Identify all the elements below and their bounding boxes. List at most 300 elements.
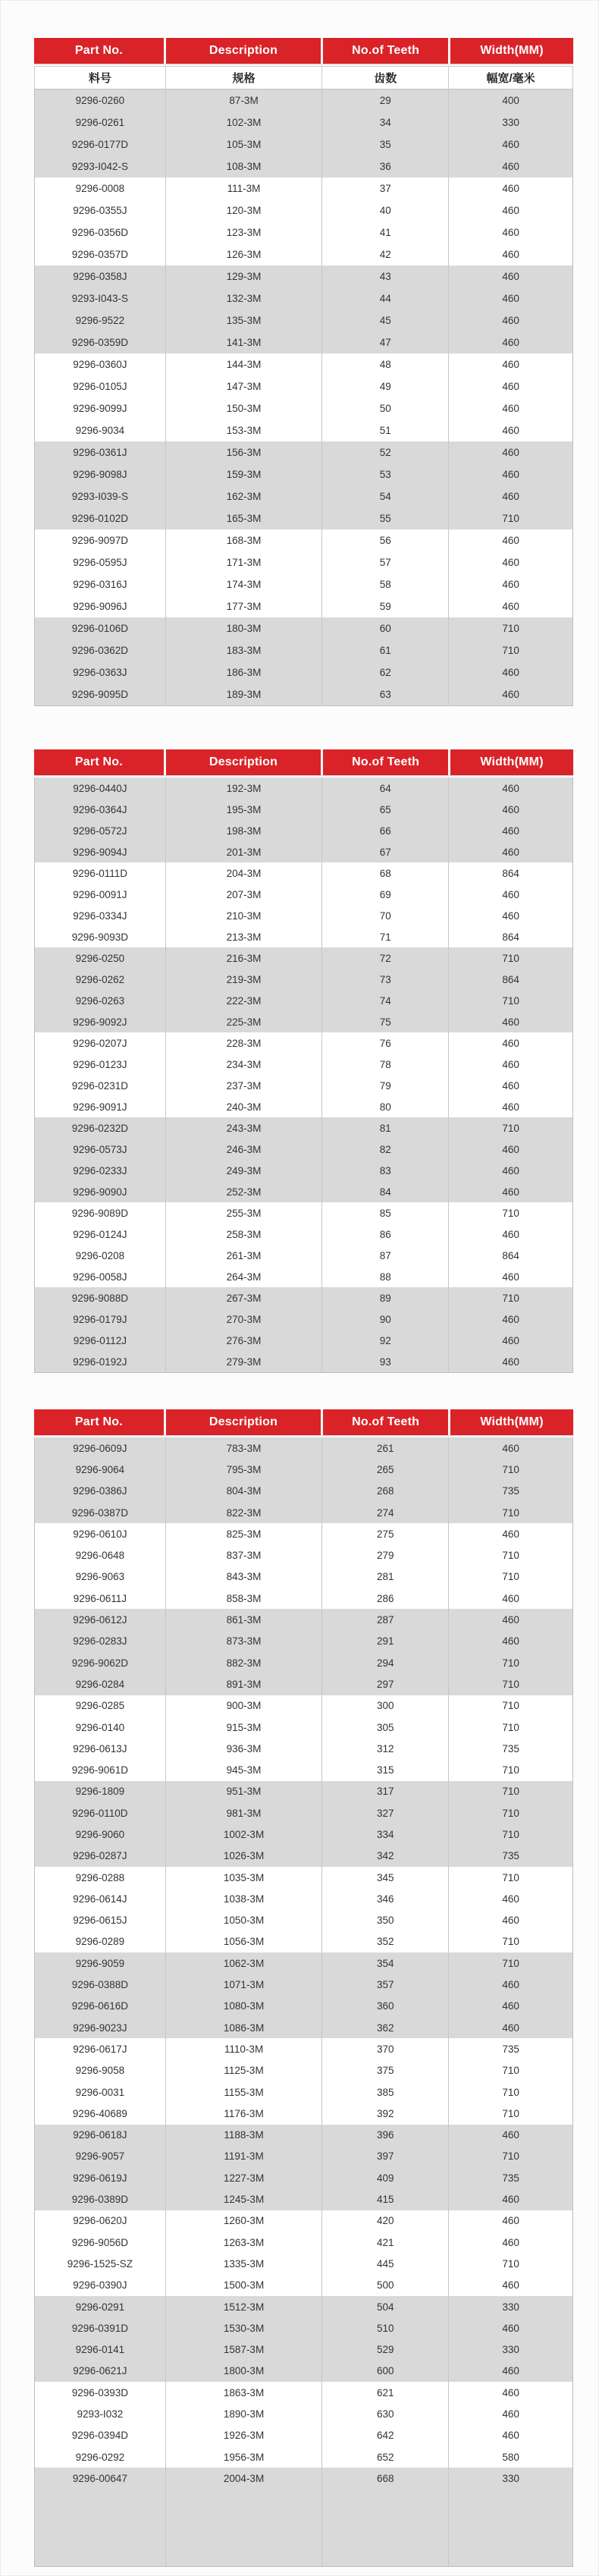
table-row [35, 1974, 572, 1995]
cell-description: 150-3M [166, 397, 323, 419]
cell-part-no: 9296-9099J [35, 397, 166, 419]
cell-description: 207-3M [166, 884, 323, 905]
cell-no-of-teeth: 71 [322, 926, 449, 947]
cell-part-no: 9296-0615J [35, 1910, 166, 1931]
cell-width-mm: 460 [502, 293, 519, 304]
table-row [35, 375, 572, 397]
cell-width-mm: 460 [502, 249, 519, 260]
cell-part-no: 9296-0611J [35, 1588, 166, 1609]
cell-description: 234-3M [166, 1054, 323, 1075]
table-row [35, 1652, 572, 1673]
cell-description: 267-3M [166, 1287, 323, 1308]
table-row [35, 2296, 572, 2317]
table-row [35, 820, 572, 841]
table-row [35, 1054, 572, 1075]
cell-part-no: 9296-9023J [35, 2017, 166, 2038]
table-row [35, 1802, 572, 1824]
cell-part-no: 9296-9093D [35, 926, 166, 947]
cell-no-of-teeth: 87 [322, 1245, 449, 1266]
cell-part-no: 9296-9098J [35, 463, 166, 485]
cell-no-of-teeth: 421 [322, 2232, 449, 2253]
cell-width-mm: 735 [502, 1850, 519, 1862]
table-row [35, 2253, 572, 2274]
table-row [35, 778, 572, 799]
table-body [34, 90, 573, 706]
cell-description: 183-3M [166, 639, 323, 661]
table-row [35, 112, 572, 134]
cell-width-mm: 460 [502, 1058, 519, 1070]
cell-width-mm: 710 [502, 623, 519, 634]
cell-part-no: 9296-0091J [35, 884, 166, 905]
cell-description: 105-3M [166, 134, 323, 156]
cell-description: 225-3M [166, 1011, 323, 1032]
cell-description: 159-3M [166, 463, 323, 485]
cell-description: 243-3M [166, 1117, 323, 1139]
cell-part-no: 9296-0316J [35, 573, 166, 595]
table-row [35, 1308, 572, 1330]
table-row [35, 1202, 572, 1224]
cell-description: 1038-3M [166, 1888, 323, 1909]
cell-no-of-teeth: 47 [322, 331, 449, 353]
cell-width-mm: 460 [502, 1101, 519, 1113]
cell-no-of-teeth: 34 [322, 112, 449, 134]
cell-no-of-teeth: 261 [322, 1437, 449, 1459]
cell-part-no: 9296-0386J [35, 1481, 166, 1502]
table-row [35, 221, 572, 243]
cell-width-mm: 710 [502, 1871, 519, 1883]
cell-width-mm: 460 [502, 1143, 519, 1155]
cell-part-no: 9296-0105J [35, 375, 166, 397]
table-row [35, 862, 572, 884]
table-row [35, 2339, 572, 2360]
cell-part-no: 9296-0363J [35, 661, 166, 683]
cell-description: 1245-3M [166, 2188, 323, 2210]
table-row [35, 1824, 572, 1845]
table-row [35, 199, 572, 221]
cell-width-mm: 864 [502, 1249, 519, 1261]
table-row [35, 1224, 572, 1245]
cell-width-mm: 460 [502, 2129, 519, 2141]
cell-part-no: 9296-0283J [35, 1631, 166, 1652]
table-row [35, 947, 572, 969]
empty-cell [166, 2490, 323, 2566]
cell-description: 1080-3M [166, 1996, 323, 2017]
cell-description: 264-3M [166, 1266, 323, 1287]
table-row [35, 1032, 572, 1054]
column-subheader-description-cn: 规格 [166, 67, 323, 89]
table-header-row [34, 749, 573, 775]
cell-width-mm: 460 [502, 271, 519, 282]
cell-width-mm: 710 [502, 1292, 519, 1304]
cell-part-no: 9296-0616D [35, 1996, 166, 2017]
cell-description: 1188-3M [166, 2125, 323, 2146]
cell-width-mm: 460 [502, 782, 519, 794]
cell-description: 843-3M [166, 1566, 323, 1588]
cell-no-of-teeth: 73 [322, 969, 449, 990]
cell-description: 1125-3M [166, 2060, 323, 2081]
cell-width-mm: 460 [502, 1635, 519, 1648]
table-row [35, 884, 572, 905]
cell-no-of-teeth: 70 [322, 905, 449, 926]
table-row [35, 243, 572, 265]
table-row [35, 1523, 572, 1544]
cell-width-mm: 460 [502, 491, 519, 502]
cell-description: 1926-3M [166, 2425, 323, 2446]
cell-part-no: 9296-0263 [35, 990, 166, 1011]
cell-part-no: 9296-0355J [35, 199, 166, 221]
cell-part-no: 9296-0140 [35, 1717, 166, 1738]
cell-no-of-teeth: 54 [322, 485, 449, 507]
cell-description: 141-3M [166, 331, 323, 353]
table-row [35, 2317, 572, 2339]
cell-width-mm: 460 [502, 359, 519, 370]
cell-part-no: 9296-9064 [35, 1459, 166, 1480]
column-subheader-no-of-teeth-cn: 齿数 [322, 67, 449, 89]
cell-description: 1050-3M [166, 1910, 323, 1931]
cell-no-of-teeth: 600 [322, 2361, 449, 2382]
cell-no-of-teeth: 81 [322, 1117, 449, 1139]
cell-part-no: 9296-00647 [35, 2468, 166, 2489]
cell-part-no: 9296-9089D [35, 1202, 166, 1224]
cell-no-of-teeth: 281 [322, 1566, 449, 1588]
cell-no-of-teeth: 29 [322, 90, 449, 112]
cell-no-of-teeth: 83 [322, 1160, 449, 1181]
table-row [35, 799, 572, 820]
cell-part-no: 9296-0289 [35, 1931, 166, 1952]
cell-part-no: 9296-0595J [35, 551, 166, 573]
empty-cell [35, 2490, 166, 2566]
column-header-width-mm: Width(MM) [450, 38, 573, 64]
cell-description: 213-3M [166, 926, 323, 947]
cell-width-mm: 580 [502, 2451, 519, 2463]
cell-width-mm: 460 [502, 139, 519, 150]
cell-width-mm: 710 [502, 2065, 519, 2077]
cell-description: 825-3M [166, 1523, 323, 1544]
table-row [35, 2382, 572, 2403]
cell-part-no: 9296-0261 [35, 112, 166, 134]
cell-description: 255-3M [166, 1202, 323, 1224]
table-row [35, 2060, 572, 2081]
column-header-part-no: Part No. [34, 38, 166, 64]
cell-width-mm: 710 [502, 1700, 519, 1712]
cell-description: 174-3M [166, 573, 323, 595]
table-row [35, 969, 572, 990]
cell-no-of-teeth: 58 [322, 573, 449, 595]
cell-description: 201-3M [166, 841, 323, 862]
cell-description: 156-3M [166, 441, 323, 463]
cell-part-no: 9296-0359D [35, 331, 166, 353]
cell-description: 252-3M [166, 1181, 323, 1202]
table-row [35, 551, 572, 573]
cell-description: 168-3M [166, 529, 323, 551]
table-row [35, 441, 572, 463]
cell-width-mm: 460 [502, 1228, 519, 1240]
cell-no-of-teeth: 75 [322, 1011, 449, 1032]
cell-width-mm: 460 [502, 381, 519, 392]
cell-no-of-teeth: 92 [322, 1330, 449, 1351]
cell-no-of-teeth: 42 [322, 243, 449, 265]
cell-width-mm: 710 [502, 1678, 519, 1690]
cell-part-no: 9296-0208 [35, 1245, 166, 1266]
cell-width-mm: 710 [502, 645, 519, 656]
cell-width-mm: 460 [502, 689, 519, 700]
cell-no-of-teeth: 315 [322, 1759, 449, 1780]
cell-part-no: 9296-0260 [35, 90, 166, 112]
cell-width-mm: 460 [502, 1313, 519, 1325]
cell-no-of-teeth: 44 [322, 287, 449, 309]
cell-no-of-teeth: 392 [322, 2103, 449, 2124]
cell-width-mm: 460 [502, 2365, 519, 2377]
cell-description: 123-3M [166, 221, 323, 243]
cell-no-of-teeth: 62 [322, 661, 449, 683]
cell-width-mm: 460 [502, 1915, 519, 1927]
cell-width-mm: 710 [502, 1657, 519, 1669]
table-row [35, 2103, 572, 2124]
table-row [35, 1588, 572, 1609]
cell-no-of-teeth: 529 [322, 2339, 449, 2360]
cell-width-mm: 460 [502, 1893, 519, 1905]
table-row [35, 2167, 572, 2188]
cell-part-no: 9296-0391D [35, 2317, 166, 2339]
cell-width-mm: 710 [502, 1786, 519, 1798]
table-row [35, 926, 572, 947]
cell-part-no: 9296-9088D [35, 1287, 166, 1308]
cell-no-of-teeth: 294 [322, 1652, 449, 1673]
cell-part-no: 9296-9096J [35, 595, 166, 617]
cell-no-of-teeth: 64 [322, 778, 449, 799]
cell-no-of-teeth: 630 [322, 2403, 449, 2424]
cell-width-mm: 460 [502, 557, 519, 568]
column-header-width-mm: Width(MM) [450, 1409, 573, 1435]
cell-part-no: 9296-0393D [35, 2382, 166, 2403]
cell-no-of-teeth: 82 [322, 1139, 449, 1160]
cell-part-no: 9296-9060 [35, 1824, 166, 1845]
table-row [35, 1481, 572, 1502]
cell-no-of-teeth: 80 [322, 1096, 449, 1117]
cell-width-mm: 460 [502, 2000, 519, 2012]
table-row [35, 2081, 572, 2103]
cell-description: 171-3M [166, 551, 323, 573]
table-row [35, 1437, 572, 1459]
table-row [35, 463, 572, 485]
cell-part-no: 9296-0620J [35, 2210, 166, 2232]
column-header-no-of-teeth: No.of Teeth [323, 38, 450, 64]
cell-width-mm: 460 [502, 227, 519, 238]
parts-table-3 [34, 1409, 573, 2567]
cell-width-mm: 460 [502, 1016, 519, 1028]
cell-description: 1026-3M [166, 1846, 323, 1867]
table-row [35, 2125, 572, 2146]
cell-part-no: 9296-0287J [35, 1846, 166, 1867]
column-subheader-part-no-cn: 料号 [35, 67, 166, 89]
table-row [35, 1867, 572, 1888]
table-row [35, 990, 572, 1011]
table-row [35, 1910, 572, 1931]
cell-part-no: 9293-I043-S [35, 287, 166, 309]
cell-width-mm: 460 [502, 1079, 519, 1092]
column-header-no-of-teeth: No.of Teeth [323, 749, 450, 775]
table-row [35, 1181, 572, 1202]
table-row [35, 2468, 572, 2489]
table-row [35, 1996, 572, 2017]
cell-no-of-teeth: 76 [322, 1032, 449, 1054]
cell-description: 1086-3M [166, 2017, 323, 2038]
cell-no-of-teeth: 90 [322, 1308, 449, 1330]
table-row [35, 1952, 572, 1974]
table-row [35, 2361, 572, 2382]
cell-description: 1335-3M [166, 2253, 323, 2274]
cell-width-mm: 735 [502, 2172, 519, 2184]
cell-no-of-teeth: 445 [322, 2253, 449, 2274]
cell-part-no: 9296-0102D [35, 507, 166, 529]
cell-description: 1956-3M [166, 2446, 323, 2468]
cell-description: 249-3M [166, 1160, 323, 1181]
table-row [35, 2232, 572, 2253]
cell-description: 108-3M [166, 156, 323, 177]
cell-no-of-teeth: 504 [322, 2296, 449, 2317]
cell-no-of-teeth: 53 [322, 463, 449, 485]
column-header-description: Description [166, 749, 323, 775]
cell-part-no: 9296-0207J [35, 1032, 166, 1054]
cell-description: 153-3M [166, 419, 323, 441]
cell-part-no: 9296-0609J [35, 1437, 166, 1459]
cell-width-mm: 460 [502, 2194, 519, 2206]
cell-no-of-teeth: 357 [322, 1974, 449, 1995]
table-row [35, 2146, 572, 2167]
cell-description: 861-3M [166, 1609, 323, 1630]
cell-no-of-teeth: 40 [322, 199, 449, 221]
cell-no-of-teeth: 88 [322, 1266, 449, 1287]
table-row [35, 331, 572, 353]
cell-description: 120-3M [166, 199, 323, 221]
cell-no-of-teeth: 385 [322, 2081, 449, 2103]
cell-description: 219-3M [166, 969, 323, 990]
cell-no-of-teeth: 334 [322, 1824, 449, 1845]
table-subheader-row-cn [34, 66, 573, 90]
cell-no-of-teeth: 346 [322, 1888, 449, 1909]
cell-no-of-teeth: 375 [322, 2060, 449, 2081]
cell-no-of-teeth: 48 [322, 353, 449, 375]
cell-no-of-teeth: 85 [322, 1202, 449, 1224]
cell-description: 129-3M [166, 265, 323, 287]
table-row [35, 1544, 572, 1566]
cell-part-no: 9296-9034 [35, 419, 166, 441]
cell-width-mm: 330 [502, 2301, 519, 2313]
cell-part-no: 9296-0621J [35, 2361, 166, 2382]
cell-description: 270-3M [166, 1308, 323, 1330]
cell-no-of-teeth: 360 [322, 1996, 449, 2017]
cell-no-of-teeth: 409 [322, 2167, 449, 2188]
cell-width-mm: 710 [502, 1828, 519, 1840]
cell-width-mm: 864 [502, 973, 519, 985]
cell-width-mm: 460 [502, 535, 519, 546]
cell-width-mm: 460 [502, 601, 519, 612]
cell-description: 261-3M [166, 1245, 323, 1266]
cell-description: 147-3M [166, 375, 323, 397]
cell-width-mm: 460 [502, 161, 519, 172]
cell-width-mm: 710 [502, 1571, 519, 1583]
table-row [35, 1631, 572, 1652]
cell-no-of-teeth: 79 [322, 1075, 449, 1096]
cell-part-no: 9296-9058 [35, 2060, 166, 2081]
table-row [35, 2210, 572, 2232]
cell-width-mm: 400 [502, 95, 519, 106]
cell-part-no: 9296-40689 [35, 2103, 166, 2124]
table-row [35, 1931, 572, 1952]
cell-description: 1800-3M [166, 2361, 323, 2382]
cell-width-mm: 460 [502, 825, 519, 837]
column-header-part-no: Part No. [34, 749, 166, 775]
cell-part-no: 9296-0358J [35, 265, 166, 287]
cell-no-of-teeth: 274 [322, 1502, 449, 1523]
cell-width-mm: 460 [502, 2322, 519, 2334]
cell-width-mm: 460 [502, 1356, 519, 1368]
cell-description: 837-3M [166, 1544, 323, 1566]
cell-part-no: 9296-0292 [35, 2446, 166, 2468]
cell-part-no: 9296-0106D [35, 617, 166, 639]
cell-width-mm: 460 [502, 1979, 519, 1991]
cell-no-of-teeth: 652 [322, 2446, 449, 2468]
cell-no-of-teeth: 51 [322, 419, 449, 441]
table-body [34, 1437, 573, 2567]
cell-no-of-teeth: 287 [322, 1609, 449, 1630]
cell-part-no: 9296-0614J [35, 1888, 166, 1909]
cell-description: 951-3M [166, 1781, 323, 1802]
cell-description: 240-3M [166, 1096, 323, 1117]
cell-part-no: 9293-I039-S [35, 485, 166, 507]
cell-description: 858-3M [166, 1588, 323, 1609]
cell-width-mm: 710 [502, 2257, 519, 2270]
cell-part-no: 9296-0618J [35, 2125, 166, 2146]
cell-no-of-teeth: 415 [322, 2188, 449, 2210]
cell-no-of-teeth: 61 [322, 639, 449, 661]
cell-description: 102-3M [166, 112, 323, 134]
table-row [35, 639, 572, 661]
cell-no-of-teeth: 500 [322, 2275, 449, 2296]
table-row [35, 134, 572, 156]
cell-width-mm: 460 [502, 337, 519, 348]
cell-description: 189-3M [166, 683, 323, 705]
cell-part-no: 9296-9057 [35, 2146, 166, 2167]
cell-description: 795-3M [166, 1459, 323, 1480]
cell-no-of-teeth: 74 [322, 990, 449, 1011]
table-row [35, 485, 572, 507]
cell-part-no: 9296-9059 [35, 1952, 166, 1974]
cell-width-mm: 460 [502, 1614, 519, 1626]
cell-no-of-teeth: 297 [322, 1673, 449, 1695]
cell-width-mm: 710 [502, 1506, 519, 1519]
cell-description: 1530-3M [166, 2317, 323, 2339]
cell-description: 165-3M [166, 507, 323, 529]
cell-width-mm: 864 [502, 931, 519, 943]
table-row [35, 617, 572, 639]
table-row [35, 1245, 572, 1266]
cell-width-mm: 710 [502, 994, 519, 1007]
cell-width-mm: 710 [502, 1122, 519, 1134]
cell-width-mm: 710 [502, 1721, 519, 1733]
cell-description: 216-3M [166, 947, 323, 969]
cell-width-mm: 460 [502, 469, 519, 480]
table-row [35, 2017, 572, 2038]
table-row [35, 1266, 572, 1287]
cell-part-no: 9296-0360J [35, 353, 166, 375]
cell-part-no: 9296-0612J [35, 1609, 166, 1630]
cell-description: 192-3M [166, 778, 323, 799]
cell-width-mm: 460 [502, 183, 519, 194]
cell-part-no: 9296-1525-SZ [35, 2253, 166, 2274]
cell-description: 279-3M [166, 1351, 323, 1372]
cell-no-of-teeth: 279 [322, 1544, 449, 1566]
